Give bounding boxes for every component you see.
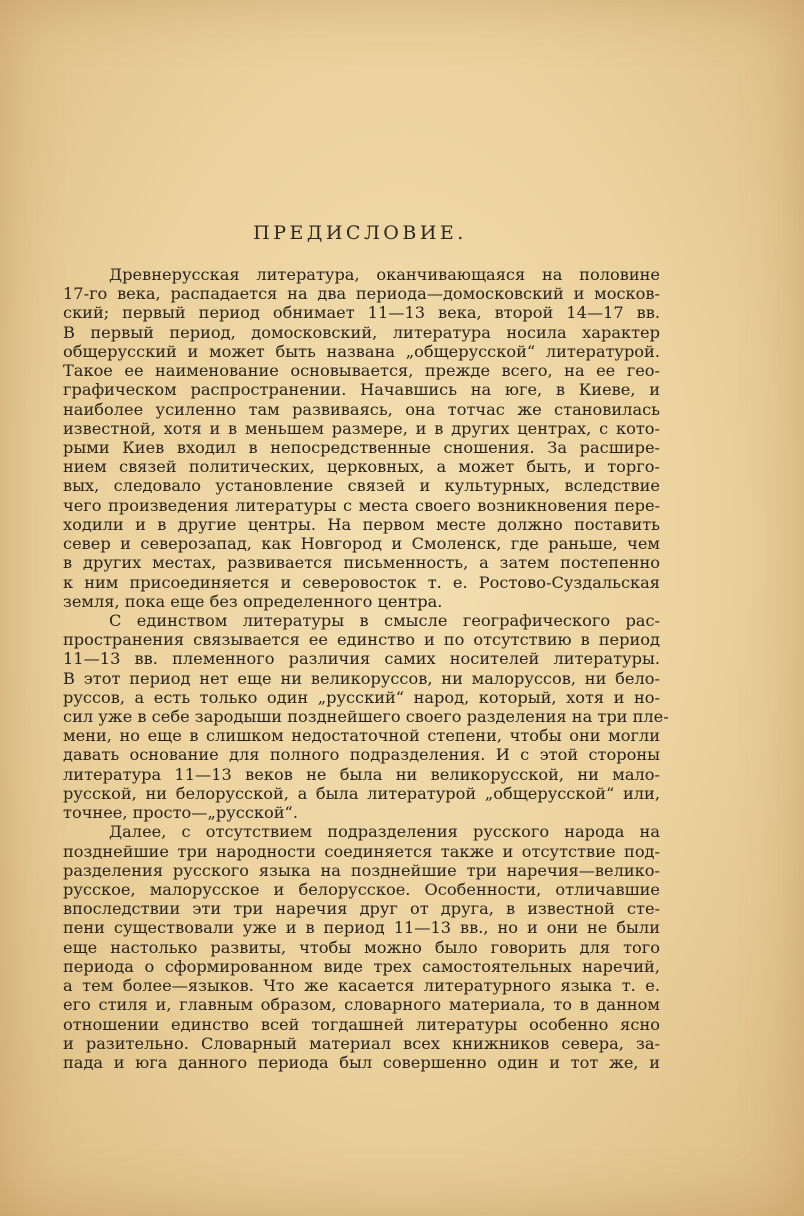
- text-line: русской, ни белорусской, а была литературой „общерусской“ или,: [63, 783, 660, 803]
- text-line: 11—13 вв. племенного различия самих носителей литературы.: [63, 649, 660, 669]
- text-line: пространения связывается ее единство и по отсутствию в период: [63, 630, 660, 650]
- text-line: рыми Киев входил в непосредственные сношения. За расшире-: [63, 437, 660, 457]
- text-line: русское, малорусское и белорусское. Особенности, отличавшие: [63, 880, 660, 899]
- text-line: наиболее усиленно там развиваясь, она тотчас же становилась: [63, 399, 660, 419]
- text-line: литература 11—13 веков не была ни великорусской, ни мало-: [63, 764, 660, 784]
- text-line: 17-го века, распадается на два периода—домосковский и москов-: [63, 284, 660, 304]
- text-line: точнее, просто—„русской“.: [63, 803, 298, 823]
- text-line: в других местах, развивается письменность, а затем постепенно: [63, 553, 660, 573]
- text-line: позднейшие три народности соединяется также и отсутствие под-: [63, 841, 660, 861]
- text-line: ский; первый период обнимает 11—13 века, второй 14—17 вв.: [63, 303, 660, 323]
- text-line: Далее, с отсутствием подразделения русского народа на: [109, 822, 660, 842]
- text-line: вых, следовало установление связей и культурных, вследствие: [63, 476, 660, 496]
- text-line: его стиля и, главным образом, словарного материала, то в данном: [63, 995, 660, 1015]
- text-line: мени, но еще в слишком недостаточной степени, чтобы они могли: [63, 726, 660, 746]
- text-line: пени существовали уже и в период 11—13 вв., но и они не были: [63, 918, 660, 938]
- text-line: общерусский и может быть названа „общерусской“ литературой.: [63, 341, 660, 361]
- text-line: В этот период нет еще ни великоруссов, ни малоруссов, ни бело-: [63, 668, 660, 688]
- text-line: периода о сформированном виде трех самостоятельных наречий,: [63, 956, 660, 976]
- text-line: руссов, а есть только один „русский“ народ, который, хотя и но-: [63, 687, 660, 707]
- text-line: С единством литературы в смысле географического рас-: [109, 610, 660, 630]
- text-line: еще настолько развиты, чтобы можно было говорить для того: [63, 937, 660, 957]
- text-line: впоследствии эти три наречия друг от друга, в известной сте-: [63, 899, 660, 919]
- text-line: север и северозапад, как Новгород и Смоленск, где раньше, чем: [63, 534, 660, 554]
- text-line: сил уже в себе зародыши позднейшего своего разделения на три пле-: [63, 707, 669, 727]
- text-line: чего произведения литературы с места своего возникновения пере-: [63, 495, 660, 515]
- text-line: земля, пока еще без определенного центра.: [63, 591, 443, 611]
- body-text: [63, 265, 669, 1072]
- text-line: давать основание для полного подразделения. И с этой стороны: [63, 745, 660, 765]
- text-line: графическом распространении. Начавшись на юге, в Киеве, и: [63, 380, 660, 400]
- text-line: пада и юга данного периода был совершенно один и тот же, и: [63, 1052, 660, 1072]
- text-line: отношении единство всей тогдашней литературы особенно ясно: [63, 1014, 660, 1034]
- text-line: В первый период, домосковский, литература носила характер: [63, 322, 660, 342]
- text-line: и разительно. Словарный материал всех книжников севера, за-: [63, 1033, 660, 1053]
- text-line: известной, хотя и в меньшем размере, и в других центрах, с кото-: [63, 418, 660, 438]
- text-line: к ним присоединяется и северовосток т. е. Ростово-Суздальская: [63, 572, 660, 592]
- text-line: Древнерусская литература, оканчивающаяся на половине: [109, 265, 660, 284]
- text-line: нием связей политических, церковных, а может быть, и торго-: [63, 457, 660, 477]
- text-line: Такое ее наименование основывается, прежде всего, на ее гео-: [63, 361, 660, 381]
- page-heading: ПРЕДИСЛОВИЕ.: [253, 222, 467, 244]
- text-line: ходили и в другие центры. На первом месте должно поставить: [63, 514, 660, 534]
- text-line: а тем более—языков. Что же касается литературного языка т. е.: [63, 976, 660, 996]
- text-line: разделения русского языка на позднейшие три наречия—велико-: [63, 860, 660, 880]
